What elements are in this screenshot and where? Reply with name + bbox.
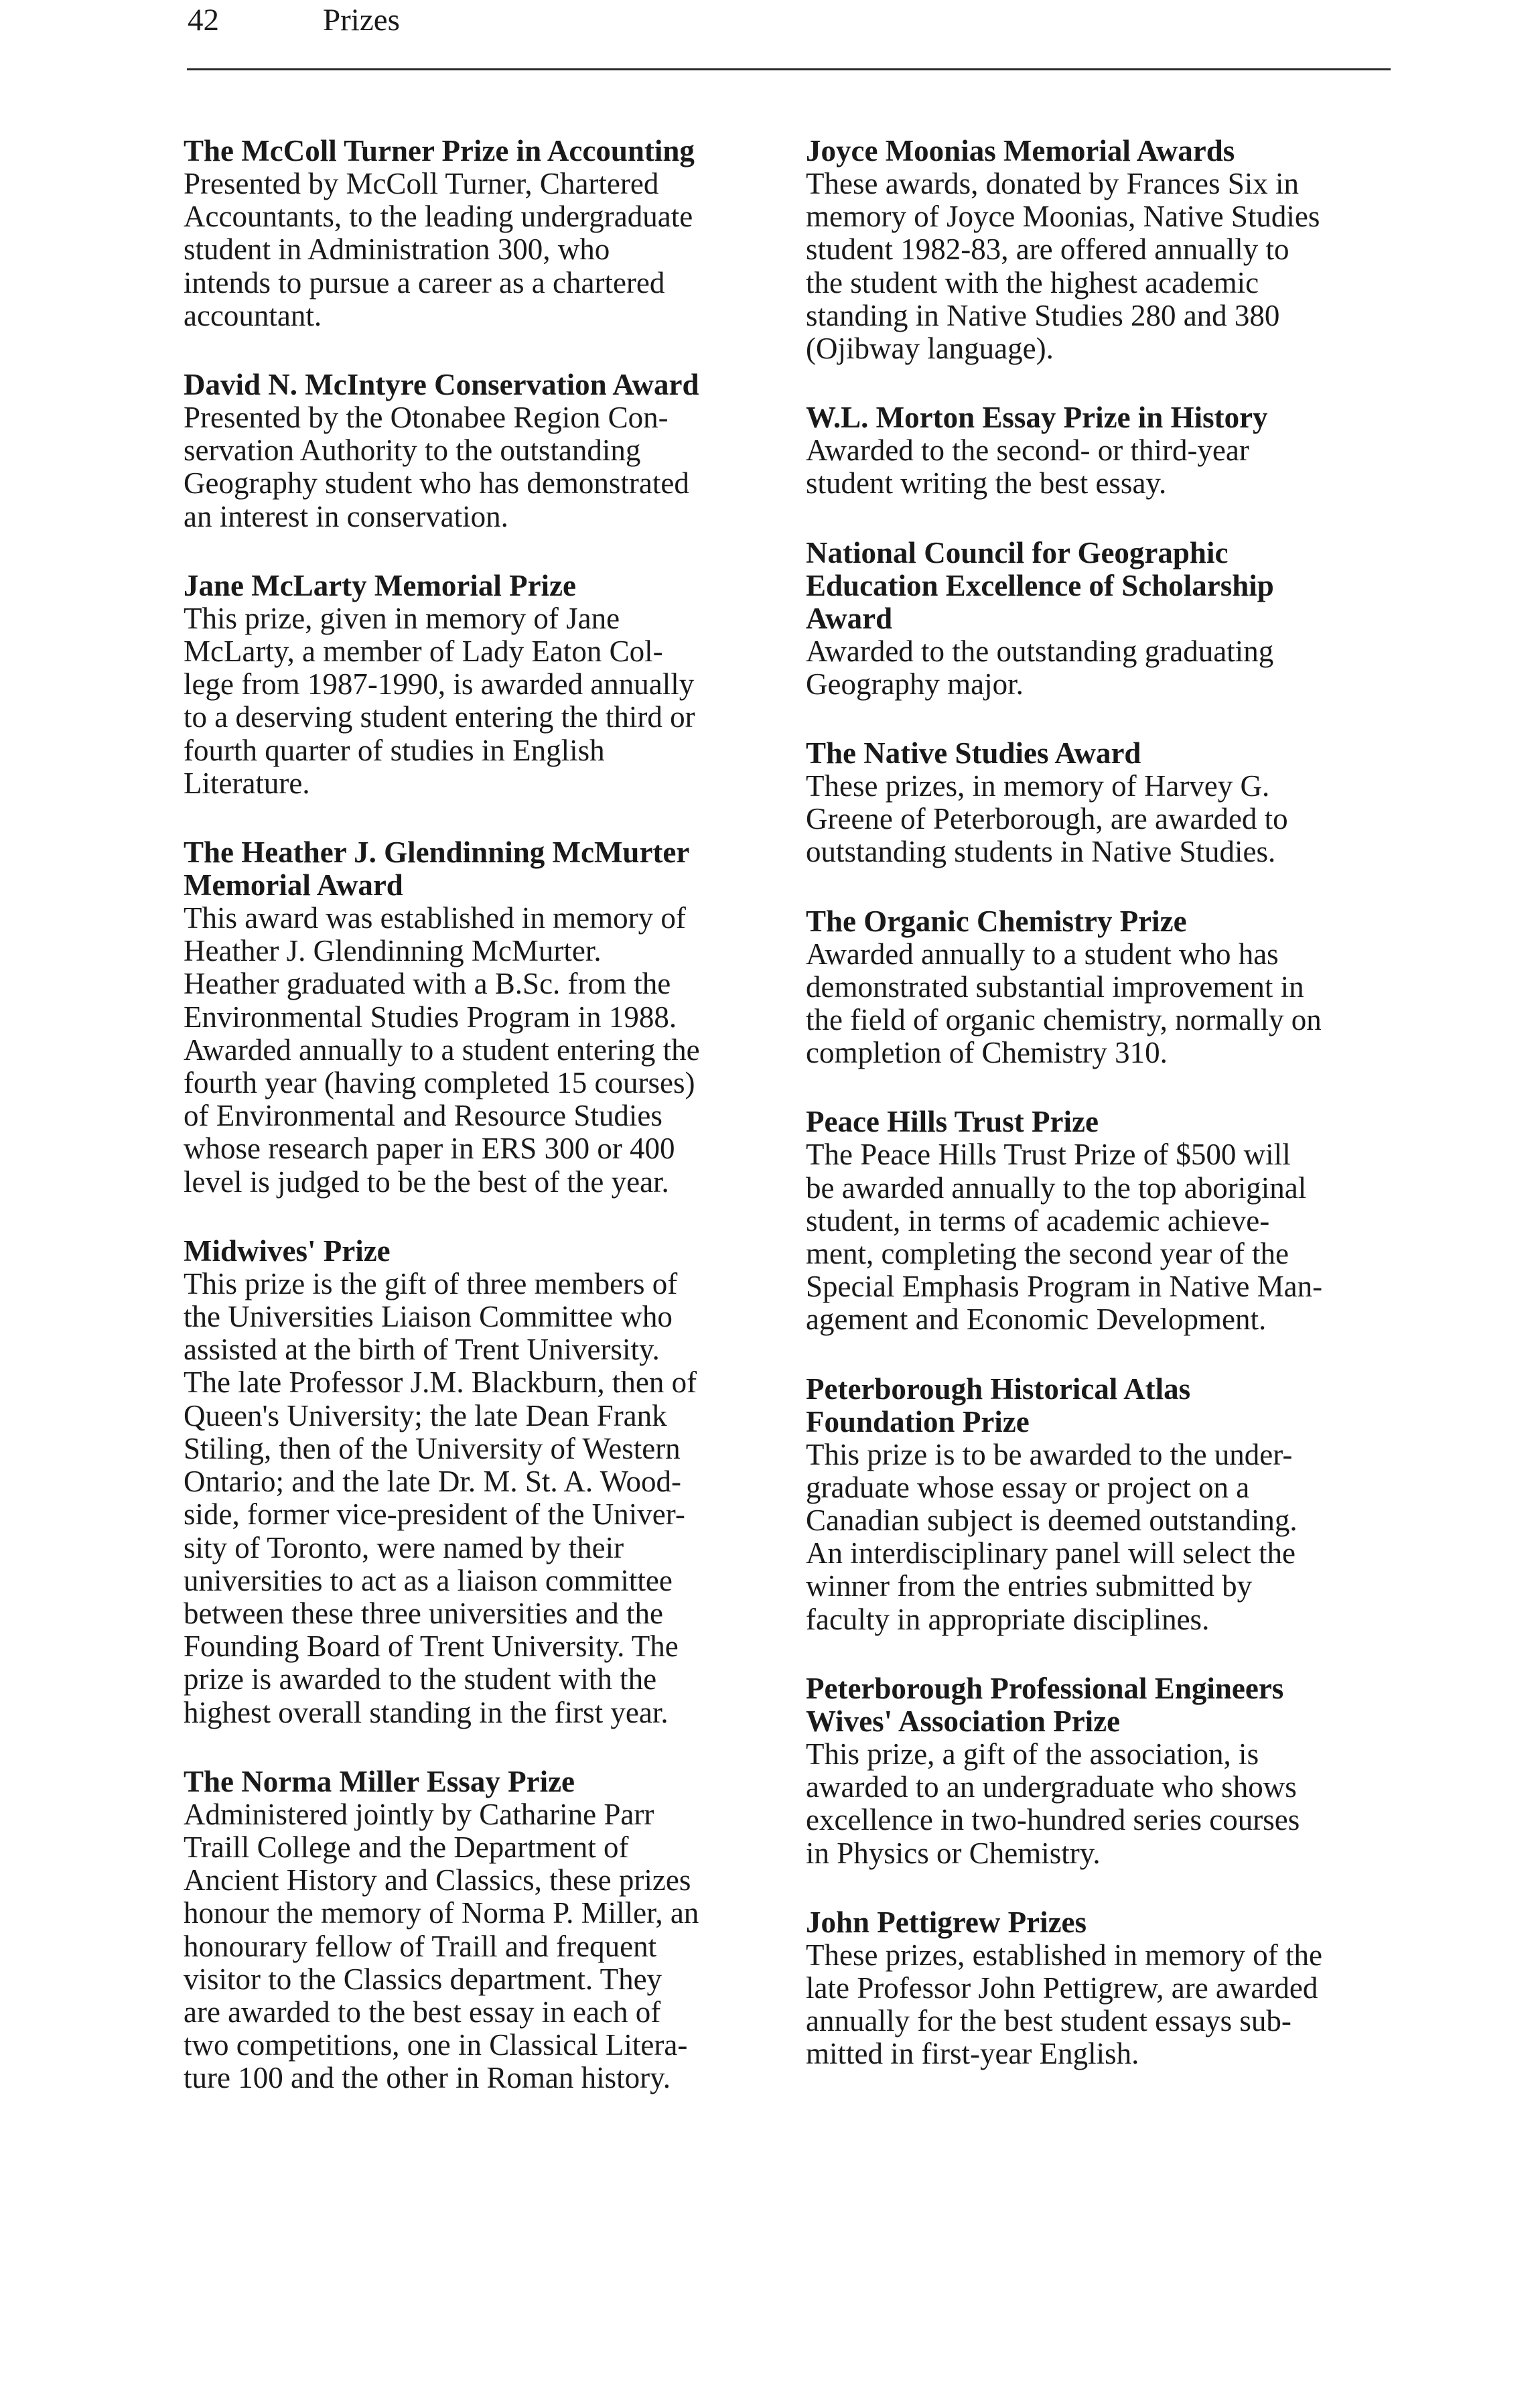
- prize-entry-mcintyre: [184, 369, 786, 533]
- prize-entry-ncge: [806, 537, 1409, 701]
- prize-description: Administered jointly by Catharine Parr Traill College and the Department of Ancient History and Classics, these prizes honour the memory of Norma P. Miller, an honourary fellow of Traill and frequent visitor to the Classics department. They are awarded to the best essay in each of two competitions, one in Classical Litera- ture 100 and the other in Roman history.: [184, 1797, 699, 2095]
- prize-title: Peterborough Professional Engineers Wives' Association Prize: [806, 1671, 1284, 1738]
- prize-title: Peterborough Historical Atlas Foundation Prize: [806, 1372, 1191, 1439]
- prize-entry-peace-hills: [806, 1106, 1409, 1336]
- prize-entry-morton: [806, 401, 1409, 500]
- right-column: [806, 135, 1409, 2107]
- prize-title: The Native Studies Award: [806, 736, 1141, 771]
- prize-description: This prize, a gift of the association, is awarded to an undergraduate who shows excellence in two-hundred series courses in Physics or Chemistry.: [806, 1737, 1300, 1870]
- prize-description: Presented by the Otonabee Region Con- servation Authority to the outstanding Geography student who has demonstrated an interest in conservation.: [184, 401, 689, 533]
- prize-title: Jane McLarty Memorial Prize: [184, 568, 576, 602]
- prize-title: W.L. Morton Essay Prize in History: [806, 401, 1268, 435]
- page-section-title: Prizes: [323, 3, 400, 38]
- prize-entry-historical-atlas: [806, 1373, 1409, 1636]
- prize-entry-native-studies: [806, 737, 1409, 869]
- prize-description: This prize, given in memory of Jane McLarty, a member of Lady Eaton Col- lege from 1987-1990, is awarded annually to a deserving student entering the third or fourth quarter of studies in English Literature.: [184, 601, 695, 800]
- prize-title: The Organic Chemistry Prize: [806, 904, 1187, 938]
- prize-description: This prize is to be awarded to the under- graduate whose essay or project on a Canadian subject is deemed outstanding. An interdisciplinary panel will select the winner from the entries submitted by faculty in appropriate disciplines.: [806, 1437, 1298, 1636]
- prize-entry-norma-miller: [184, 1765, 786, 2095]
- page-header: [188, 0, 1393, 40]
- prize-entry-organic-chemistry: [806, 905, 1409, 1070]
- prize-description: Awarded to the second- or third-year student writing the best essay.: [806, 433, 1249, 500]
- prize-title: The Norma Miller Essay Prize: [184, 1764, 575, 1798]
- prize-entry-midwives: [184, 1235, 786, 1729]
- prize-title: Peace Hills Trust Prize: [806, 1105, 1099, 1139]
- prize-entry-engineers-wives: [806, 1672, 1409, 1870]
- prize-title: The McColl Turner Prize in Accounting: [184, 134, 695, 168]
- prize-description: This prize is the gift of three members of the Universities Liaison Committee who assisted at the birth of Trent University. The late Professor J.M. Blackburn, then of Queen's University; the late Dean Frank Stiling, then of the University of Western Ontario; and the late Dr. M. St. A. Wood- side, former vice-president of the Univer- sity of Toronto, were named by their universities to act as a liaison committee between these three universities and the Founding Board of Trent University. The prize is awarded to the student with the highest overall standing in the first year.: [184, 1266, 697, 1729]
- prize-description: Awarded annually to a student who has demonstrated substantial improvement in the field of organic chemistry, normally on completion of Chemistry 310.: [806, 937, 1322, 1070]
- prize-entry-mccoll-turner: [184, 135, 786, 332]
- prize-description: Awarded to the outstanding graduating Geography major.: [806, 634, 1274, 701]
- left-column: [184, 135, 786, 2131]
- prize-title: John Pettigrew Prizes: [806, 1905, 1087, 1939]
- prize-title: The Heather J. Glendinning McMurter Memorial Award: [184, 836, 690, 903]
- prize-title: David N. McIntyre Conservation Award: [184, 368, 699, 402]
- prize-description: These prizes, in memory of Harvey G. Greene of Peterborough, are awarded to outstanding students in Native Studies.: [806, 769, 1288, 869]
- prize-description: This award was established in memory of Heather J. Glendinning McMurter. Heather graduated with a B.Sc. from the Environmental Studies Program in 1988. Awarded annually to a student entering the fourth year (having completed 15 courses) of Environmental and Resource Studies whose research paper in ERS 300 or 400 level is judged to be the best of the year.: [184, 901, 700, 1199]
- page-number: 42: [188, 3, 219, 38]
- header-rule: [187, 68, 1391, 70]
- prize-entry-moonias: [806, 135, 1409, 365]
- prize-title: Midwives' Prize: [184, 1233, 391, 1268]
- prize-description: The Peace Hills Trust Prize of $500 will be awarded annually to the top aboriginal student, in terms of academic achieve- ment, completing the second year of the Special Emphasis Program in Native Man- agement and Economic Development.: [806, 1138, 1323, 1337]
- prize-description: These awards, donated by Frances Six in memory of Joyce Moonias, Native Studies student 1982-83, are offered annually to the student with the highest academic standing in Native Studies 280 and 380 (Ojibway language).: [806, 167, 1320, 366]
- prize-title: National Council for Geographic Education Excellence of Scholarship Award: [806, 535, 1274, 635]
- prize-description: Presented by McColl Turner, Chartered Accountants, to the leading undergraduate student in Administration 300, who intends to pursue a career as a chartered accountant.: [184, 167, 693, 332]
- prize-entry-pettigrew: [806, 1906, 1409, 2071]
- prize-entry-mclarty: [184, 570, 786, 800]
- prize-entry-mcmurter: [184, 836, 786, 1199]
- prize-description: These prizes, established in memory of the late Professor John Pettigrew, are awarded annually for the best student essays sub- mitted in first-year English.: [806, 1938, 1323, 2071]
- prize-title: Joyce Moonias Memorial Awards: [806, 134, 1235, 168]
